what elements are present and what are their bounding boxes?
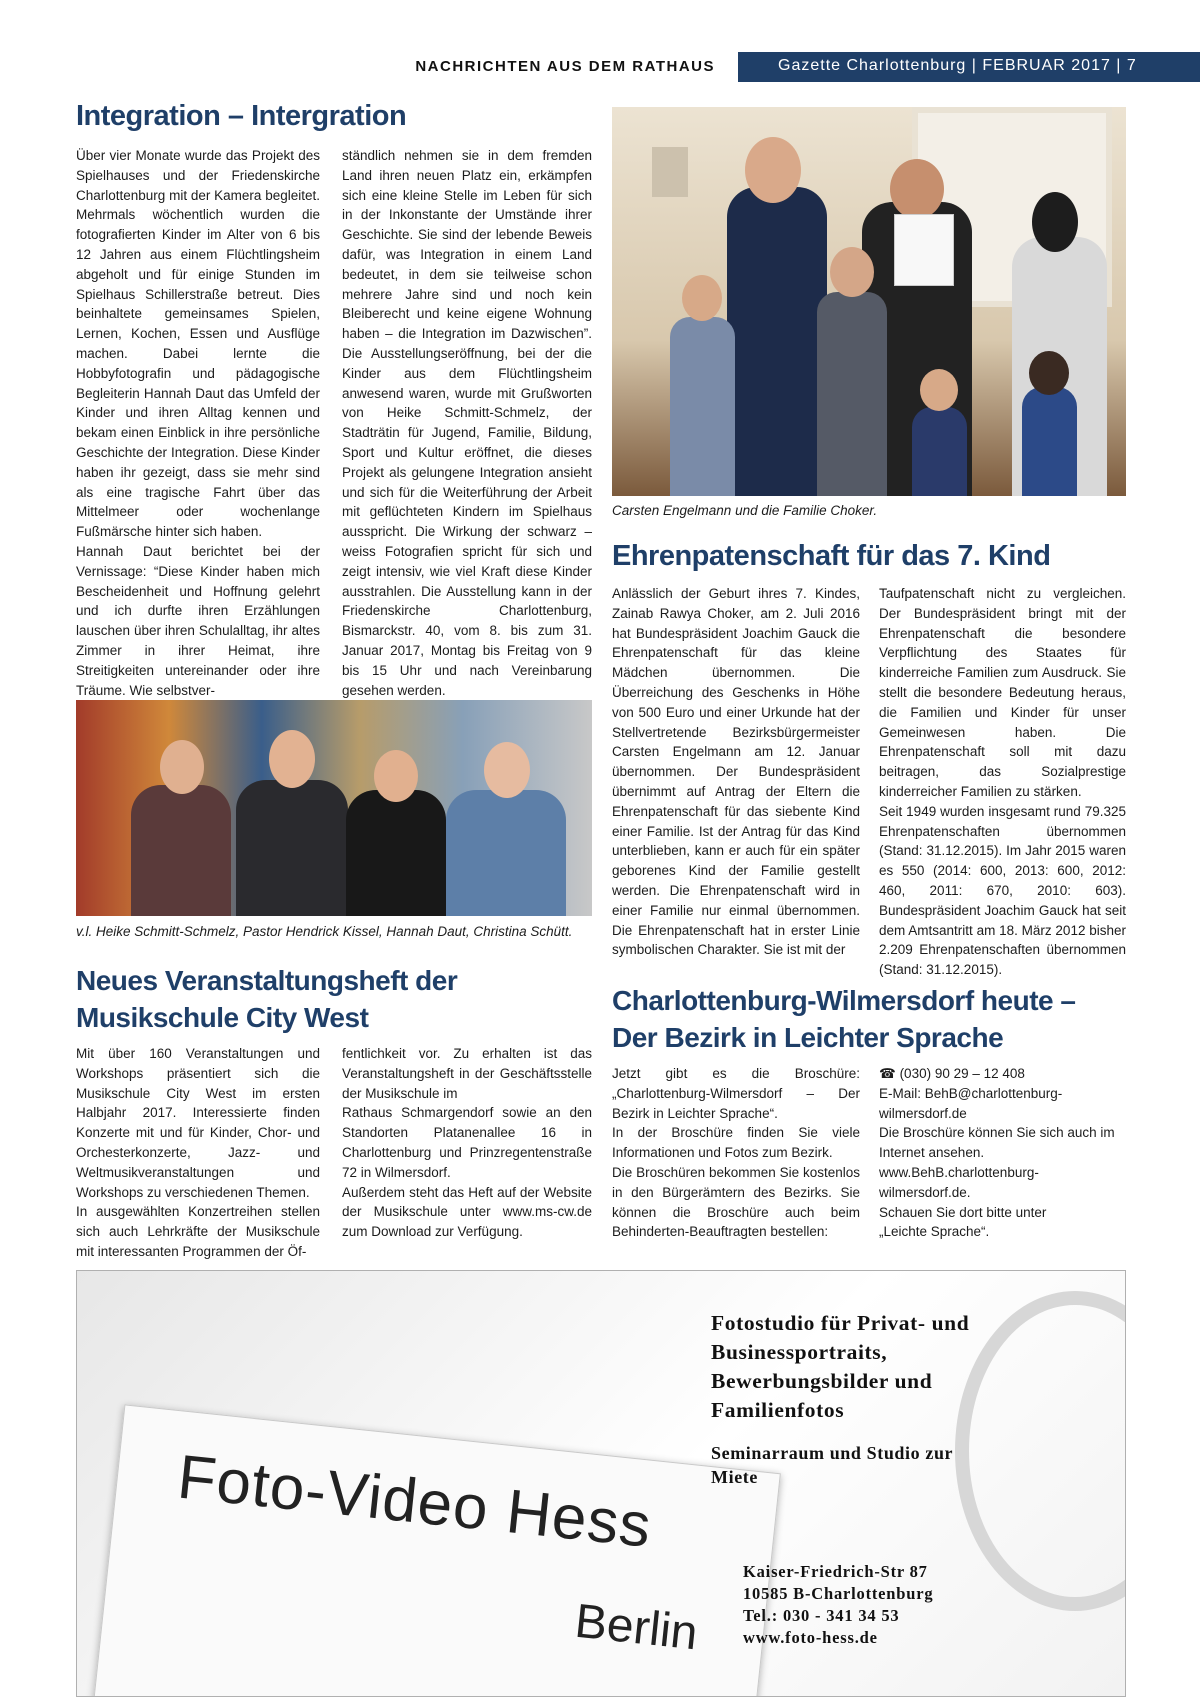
leichte-sprache-col1 — [612, 1064, 860, 1242]
leichte-sprache-contact: ☎ (030) 90 29 – 12 408 E-Mail: BehB@charlottenburg- wilmersdorf.de Die Broschüre können Sie sich auch im Internet ansehen. www.BehB.charlottenburg- wilmersdorf.de. Schauen Sie dort bitte unter „Leichte Sprache“. — [879, 1066, 1115, 1240]
leichte-sprache-paragraph: Die Broschüren bekommen Sie kostenlos in den Bürgerämtern des Bezirks. Sie können die Broschüre auch beim Behinderten-Beauftragten bestellen: — [612, 1164, 860, 1240]
foto-hess-advertisement — [76, 1270, 1126, 1697]
ad-address: Kaiser-Friedrich-Str 87 10585 B-Charlottenburg Tel.: 030 - 341 34 53 www.foto-hess.de — [743, 1562, 934, 1647]
page-header — [0, 52, 1200, 82]
ehrenpatenschaft-paragraph: Seit 1949 wurden insgesamt rund 79.325 Ehrenpatenschaften übernommen (Stand: 31.12.2015). Im Jahr 2015 waren es 550 (2014: 600, 2013: 600, 2012: 460, 2011: 670, 2010: 603). Bundespräsident Joachim Gauck hat seit dem Amtsantritt am 18. März 2012 bisher 2.209 Ehrenpatenschaften übernommen (Stand: 31.12.2015). — [879, 803, 1126, 978]
musikschule-paragraph: In ausgewählten Konzertreihen stellen sich auch Lehrkräfte der Musikschule mit interessanten Programmen der Öf- — [76, 1204, 320, 1259]
musikschule-col1 — [76, 1044, 320, 1262]
integration-title: Integration – Intergration — [76, 100, 407, 132]
section-label: NACHRICHTEN AUS DEM RATHAUS — [415, 58, 715, 75]
integration-col1 — [76, 146, 320, 700]
integration-col2: ständlich nehmen sie in dem fremden Land ihren neuen Platz ein, erkämpfen sich eine kleine Stelle im Leben für sich in der Inkonstante der Umstände ihrer Geschichte. Sie sind der lebende Beweis dafür, was Integration in einem Land bedeutet, in dem sie teilweise schon mehrere Jahre sind und noch kein Bleiberecht und keine eigene Wohnung haben – die Integration im Dazwischen”. Die Ausstellungseröffnung, bei der die Kinder aus dem Flüchtlingsheim anwesend waren, wurde mit Grußworten von Heike Schmitt-Schmelz, der Stadträtin für Jugend, Familie, Bildung, Sport und Kultur eröffnet, die dieses Projekt als gelungene Integration ansieht und sich für die Weiterführung der Arbeit mit geflüchteten Kindern im Spielhaus ausspricht. Die Wirkung der schwarz – weiss Fotografien spricht für sich und zeigt intensiv, wie viel Kraft diese Kinder ausstrahlen. Die Ausstellung kann in der Friedenskirche Charlottenburg, Bismarckstr. 40, vom 8. bis zum 31. Januar 2017, Montag bis Freitag von 9 bis 15 Uhr und nach Vereinbarung gesehen werden. — [342, 148, 592, 698]
leichte-sprache-paragraph: In der Broschüre finden Sie viele Informationen und Fotos zum Bezirk. — [612, 1125, 860, 1161]
ehrenpatenschaft-col2 — [879, 584, 1126, 980]
leichte-sprache-title: Charlottenburg-Wilmersdorf heute – Der Bezirk in Leichter Sprache — [612, 985, 1076, 1053]
musikschule-paragraph: fentlichkeit vor. Zu erhalten ist das Veranstaltungsheft in der Geschäftsstelle der Musikschule im — [342, 1046, 592, 1101]
musikschule-paragraph: Mit über 160 Veranstaltungen und Workshops präsentiert sich die Musikschule City West im ersten Halbjahr 2017. Interessierte finden Konzerte mit und für Kinder, Chor- und Orchesterkonzerte, Jazz- und Weltmusikveranstaltungen und Workshops zu verschiedenen Themen. — [76, 1046, 320, 1200]
ehrenpatenschaft-col1: Anlässlich der Geburt ihres 7. Kindes, Zainab Rawya Choker, am 2. Juli 2016 hat Bundespräsident Joachim Gauck die Ehrenpatenschaft für das kleine Mädchen übernommen. Die Überreichung des Geschenks in Höhe von 500 Euro und einer Urkunde hat der Stellvertretende Bezirksbürgermeister Carsten Engelmann am 12. Januar übernommen. Der Bundespräsident übernimmt auf Antrag der Eltern die Ehrenpatenschaft für das siebente Kind einer Familie. Ist der Antrag für das Kind unterblieben, kann er auch für ein später geborenes Kind der Familie gestellt werden. Die Ehrenpatenschaft wird in einer Familie nur einmal übernommen. Die Ehrenpatenschaft hat in erster Linie symbolischen Charakter. Sie ist mit der — [612, 586, 860, 958]
ring-light-graphic — [955, 1291, 1126, 1611]
ehrenpatenschaft-title: Ehrenpatenschaft für das 7. Kind — [612, 540, 1051, 572]
musikschule-col2 — [342, 1044, 592, 1242]
musikschule-title: Neues Veranstaltungsheft der Musikschule City West — [76, 965, 458, 1033]
musikschule-paragraph: Außerdem steht das Heft auf der Website der Musikschule unter www.ms-cw.de zum Download zur Verfügung. — [342, 1184, 592, 1240]
ehrenpatenschaft-paragraph: Taufpatenschaft nicht zu vergleichen. Der Bundespräsident bringt mit der Ehrenpatenschaft die besondere Verpflichtung des Staates für kinderreiche Familien zum Ausdruck. Sie stellt die besondere Bedeutung heraus, die Familien und Kinder für unser Gemeinwesen haben. Die Ehrenpatenschaft soll mit dazu beitragen, das Sozialprestige kinderreicher Familien zu stärken. — [879, 586, 1126, 799]
ad-subline: Seminarraum und Studio zur Miete — [711, 1443, 954, 1487]
leichte-sprache-paragraph: Jetzt gibt es die Broschüre: „Charlottenburg-Wilmersdorf – Der Bezirk in Leichter Sprache“. — [612, 1066, 860, 1121]
publication-bar: Gazette Charlottenburg | FEBRUAR 2017 | 7 — [738, 52, 1200, 82]
studio-sign-title: Foto-Video Hess — [174, 1442, 655, 1561]
studio-sign — [93, 1404, 781, 1697]
musikschule-paragraph: Rathaus Schmargendorf sowie an den Standorten Platanenallee 16 in Charlottenburg und Prinzregentenstraße 72 in Wilmersdorf. — [342, 1105, 592, 1180]
family-photo — [612, 107, 1126, 496]
family-photo-caption: Carsten Engelmann und die Familie Choker. — [612, 503, 878, 518]
ad-headline: Fotostudio für Privat- und Businessportraits, Bewerbungsbilder und Familienfotos — [711, 1311, 970, 1422]
integration-paragraph: Über vier Monate wurde das Projekt des Spielhauses und der Friedenskirche Charlottenburg mit der Kamera begleitet. Mehrmals wöchentlich wurden die fotografierten Kinder im Alter von 6 bis 12 Jahren aus einem Flüchtlingsheim abgeholt und für einige Stunden im Spielhaus Schillerstraße betreut. Dies beinhaltete gemeinsames Spielen, Lernen, Kochen, Essen und Ausflüge machen. Dabei lernte die Hobbyfotografin und pädagogische Begleiterin Hannah Daut das Umfeld der Kinder und ihren Alltag kennen und bekam einen Einblick in ihre persönliche Geschichte der Integration. Diese Kinder haben ihr gezeigt, dass sie mehr sind als eine tragische Fahrt über das Mittelmeer oder wochenlange Fußmärsche hinter sich haben. — [76, 148, 320, 540]
integration-paragraph: Hannah Daut berichtet bei der Vernissage: “Diese Kinder haben mich Bescheidenheit und Hoffnung gelehrt und ich durfte ihren Erzählungen lauschen über ihren Schulalltag, ihr altes Zimmer in ihrer Heimat, ihre Streitigkeiten untereinander oder ihre Träume. Wie selbstver- — [76, 543, 320, 698]
studio-sign-subtitle: Berlin — [572, 1594, 701, 1661]
vernissage-photo-caption: v.l. Heike Schmitt-Schmelz, Pastor Hendrick Kissel, Hannah Daut, Christina Schütt. — [76, 924, 573, 939]
vernissage-photo — [76, 700, 592, 916]
